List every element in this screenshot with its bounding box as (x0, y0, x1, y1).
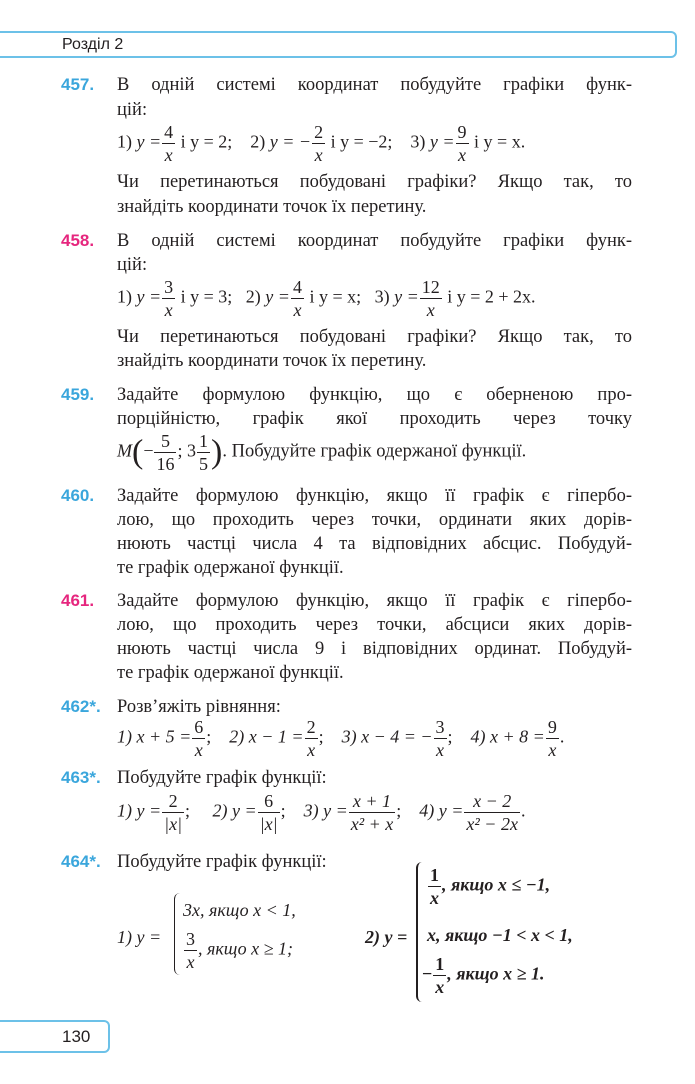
problem-461-line4: те графік одержаної функції. (117, 663, 344, 683)
problem-458-formulas: 1) y = $\frac{3}{x}$ і y = 3; 2) y = $\frac{4}{x}$ і y = x; 3) y = $\frac{12}{x}$ і y = 2 + 2x. (117, 277, 536, 320)
problem-461-line1: Задайте формулою функцію, якщо її графік є гіпербо- (117, 591, 632, 611)
problem-458-line1: В одній системі координат побудуйте графіки функ- (117, 231, 632, 251)
problem-460-line2: лою, що проходить через точки, ординати яких дорів- (117, 510, 632, 530)
problem-459-line1: Задайте формулою функцію, що є оберненою про- (117, 385, 632, 405)
problem-464-part2-label: 2) y = (365, 927, 408, 947)
problem-458-line2: цій: (117, 255, 148, 275)
formula-text: і y = 2; (180, 131, 233, 152)
formula-text: і y = −2; (330, 131, 393, 152)
problem-464-line1: Побудуйте графік функції: (117, 852, 327, 872)
case-1b: $\frac{3}{x}$ , якщо x ≥ 1; (186, 929, 293, 972)
fraction: $\frac{9}{x}$ (457, 122, 467, 165)
case-2a: $\frac{1}{x}$ , якщо x ≤ −1, (430, 865, 551, 908)
page-number: 130 (62, 1027, 91, 1046)
problem-458-line4: знайдіть координати точок їх перетину. (117, 351, 427, 371)
problem-462-line1: Розв’яжіть рівняння: (117, 697, 281, 717)
problem-457-line1: В одній системі координат побудуйте графіки функ- (117, 75, 632, 95)
problem-457-line4: знайдіть координати точок їх перетину. (117, 197, 427, 217)
problem-number-458: 458. (61, 231, 95, 250)
problem-number-461: 461. (61, 591, 95, 610)
formula-text: y = (136, 131, 162, 152)
formula-label: 1) (117, 131, 132, 152)
problem-463-functions: 1) y = $\frac{2}{|x|}$ ; 2) y = $\frac{6}{|x|}$ ; 3) y = $\frac{x + 1}{\text{x² + x}}$ ; 4) y = $\frac{x - 2}{\text{x² − 2x}}$ . (117, 791, 526, 834)
formula-text: y = (429, 131, 455, 152)
problem-number-459: 459. (61, 385, 95, 404)
fraction: $\frac{4}{x}$ (164, 122, 174, 165)
formula-label: 3) (410, 131, 426, 152)
problem-457-line3: Чи перетинаються побудовані графіки? Якщо так, то (117, 172, 632, 192)
problem-459-point: M(− $\frac{5}{16}$ ; 3 $\frac{1}{5}$ ). Побудуйте графік одержаної функції. (117, 431, 527, 474)
problem-461-line2: лою, що проходить через точки, абсциси яких дорів- (117, 615, 632, 635)
problem-462-equations: 1) x + 5 = $\frac{6}{x}$ ; 2) x − 1 = $\frac{2}{x}$ ; 3) x − 4 = − $\frac{3}{x}$ ; 4) x + 8 = $\frac{9}{x}$ . (117, 717, 565, 760)
fraction: $\frac{2}{x}$ (314, 122, 324, 165)
section-header (0, 31, 677, 58)
problem-464-part1-label: 1) y = (117, 927, 162, 947)
problem-460-line4: те графік одержаної функції. (117, 558, 344, 578)
case-2b: x, якщо −1 < x < 1, (427, 925, 573, 945)
problem-458-line3: Чи перетинаються побудовані графіки? Якщо так, то (117, 327, 632, 347)
problem-460-line3: нюють частці числа 4 та відповідних абсцис. Побудуй- (117, 534, 632, 554)
problem-number-464: 464*. (61, 852, 101, 871)
problem-457-line2: цій: (117, 100, 148, 120)
section-title: Розділ 2 (62, 36, 124, 53)
formula-label: 2) (250, 131, 266, 152)
problem-number-460: 460. (61, 486, 95, 505)
case-1a: 3x, якщо x < 1, (183, 900, 296, 920)
formula-text: y = − (269, 131, 312, 152)
problem-457-formulas (117, 123, 525, 164)
problem-463-line1: Побудуйте графік функції: (117, 768, 327, 788)
problem-460-line1: Задайте формулою функцію, якщо її графік є гіпербо- (117, 486, 632, 506)
problem-number-457: 457. (61, 75, 95, 94)
case-2c: − $\frac{1}{x}$ , якщо x ≥ 1. (422, 954, 545, 997)
formula-text: і y = x. (474, 131, 526, 152)
problem-459-line2: порційністю, графік якої проходить через точку (117, 409, 632, 429)
problem-461-line3: нюють частці числа 9 і відповідних ординат. Побудуй- (117, 639, 632, 659)
left-brace-1 (174, 893, 183, 975)
page-number-box (0, 1020, 110, 1053)
problem-number-462: 462*. (61, 697, 101, 716)
problem-number-463: 463*. (61, 768, 101, 787)
